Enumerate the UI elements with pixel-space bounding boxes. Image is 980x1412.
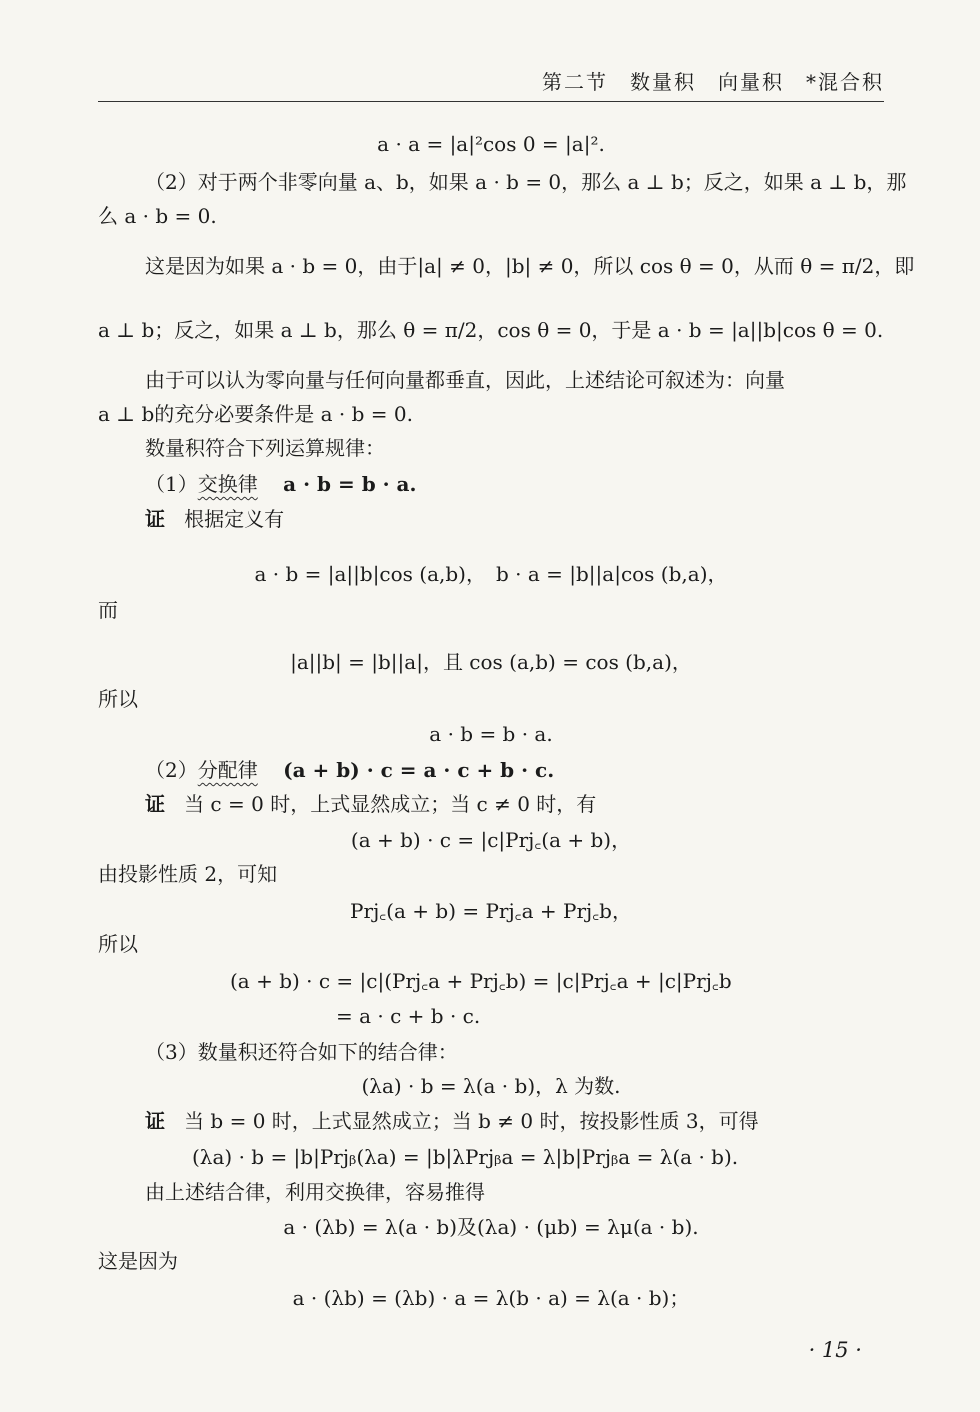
text-line: 由投影性质 2，可知 bbox=[98, 862, 278, 886]
formula-line: a · (λb) = (λb) · a = λ(b · a) = λ(a · b)； bbox=[292, 1286, 690, 1310]
text-line: a ⊥ b；反之，如果 a ⊥ b，那么 θ = π/2，cos θ = 0，于是 a · b = |a||b|cos θ = 0. bbox=[98, 318, 884, 342]
proof-label: 证 bbox=[145, 507, 165, 531]
proof-label: 证 bbox=[145, 792, 165, 816]
formula-line: a · (λb) = λ(a · b)及(λa) · (μb) = λμ(a · b). bbox=[283, 1215, 699, 1239]
proof-line bbox=[145, 505, 284, 533]
formula-line: a · a = |a|²cos 0 = |a|². bbox=[377, 132, 605, 156]
text-line: 么 a · b = 0. bbox=[98, 204, 217, 228]
formula-line: (λa) · b = |b|Prjᵦ(λa) = |b|λPrjᵦa = λ|b|Prjᵦa = λ(a · b). bbox=[192, 1145, 739, 1169]
text-line: a ⊥ b的充分必要条件是 a · b = 0. bbox=[98, 402, 413, 426]
text-line: 而 bbox=[98, 598, 118, 622]
rule-heading bbox=[145, 470, 416, 498]
formula-line: (a + b) · c = |c|Prj꜀(a + b)， bbox=[350, 828, 632, 852]
text-line: 由于可以认为零向量与任何向量都垂直，因此，上述结论可叙述为：向量 bbox=[145, 368, 785, 392]
formula-line: a · b = |a||b|cos (a,b)， b · a = |b||a|cos (b,a)， bbox=[254, 562, 728, 586]
rule-number: （1） bbox=[145, 472, 198, 496]
header-rule bbox=[98, 101, 884, 102]
text-line: 由上述结合律，利用交换律，容易推得 bbox=[145, 1180, 485, 1204]
rule-number: （2） bbox=[145, 758, 198, 782]
text-line: 这是因为如果 a · b = 0，由于|a| ≠ 0，|b| ≠ 0，所以 cos θ = 0，从而 θ = π/2，即 bbox=[145, 254, 915, 278]
proof-text: 根据定义有 bbox=[184, 507, 285, 531]
text-line: 所以 bbox=[98, 932, 138, 956]
page-number: · 15 · bbox=[808, 1338, 862, 1362]
rule-formula: (a + b) · c = a · c + b · c. bbox=[283, 758, 555, 782]
proof-line bbox=[145, 790, 596, 818]
formula-line: |a||b| = |b||a|，且 cos (a,b) = cos (b,a)， bbox=[290, 650, 692, 674]
text-line: 数量积符合下列运算规律： bbox=[145, 436, 385, 460]
rule-heading bbox=[145, 756, 554, 784]
text-line: （3）数量积还符合如下的结合律： bbox=[145, 1040, 458, 1064]
formula-line: (a + b) · c = |c|(Prj꜀a + Prj꜀b) = |c|Prj꜀a + |c|Prj꜀b bbox=[230, 969, 732, 993]
rule-formula: a · b = b · a. bbox=[283, 472, 417, 496]
proof-text: 当 c = 0 时，上式显然成立；当 c ≠ 0 时，有 bbox=[184, 792, 597, 816]
rule-name: 交换律 bbox=[197, 472, 258, 496]
running-header: 第二节 数量积 向量积 *混合积 bbox=[542, 70, 884, 94]
proof-label: 证 bbox=[145, 1109, 165, 1133]
rule-name: 分配律 bbox=[197, 758, 258, 782]
formula-line: (λa) · b = λ(a · b)，λ 为数. bbox=[361, 1074, 621, 1098]
text-line: （2）对于两个非零向量 a、b，如果 a · b = 0，那么 a ⊥ b；反之，如果 a ⊥ b，那 bbox=[145, 170, 907, 194]
text-line: 这是因为 bbox=[98, 1249, 178, 1273]
proof-text: 当 b = 0 时，上式显然成立；当 b ≠ 0 时，按投影性质 3，可得 bbox=[184, 1109, 759, 1133]
formula-line: = a · c + b · c. bbox=[336, 1004, 481, 1028]
text-line: 所以 bbox=[98, 687, 138, 711]
formula-line: a · b = b · a. bbox=[429, 722, 553, 746]
proof-line bbox=[145, 1107, 759, 1135]
formula-line: Prj꜀(a + b) = Prj꜀a + Prj꜀b， bbox=[350, 899, 632, 923]
